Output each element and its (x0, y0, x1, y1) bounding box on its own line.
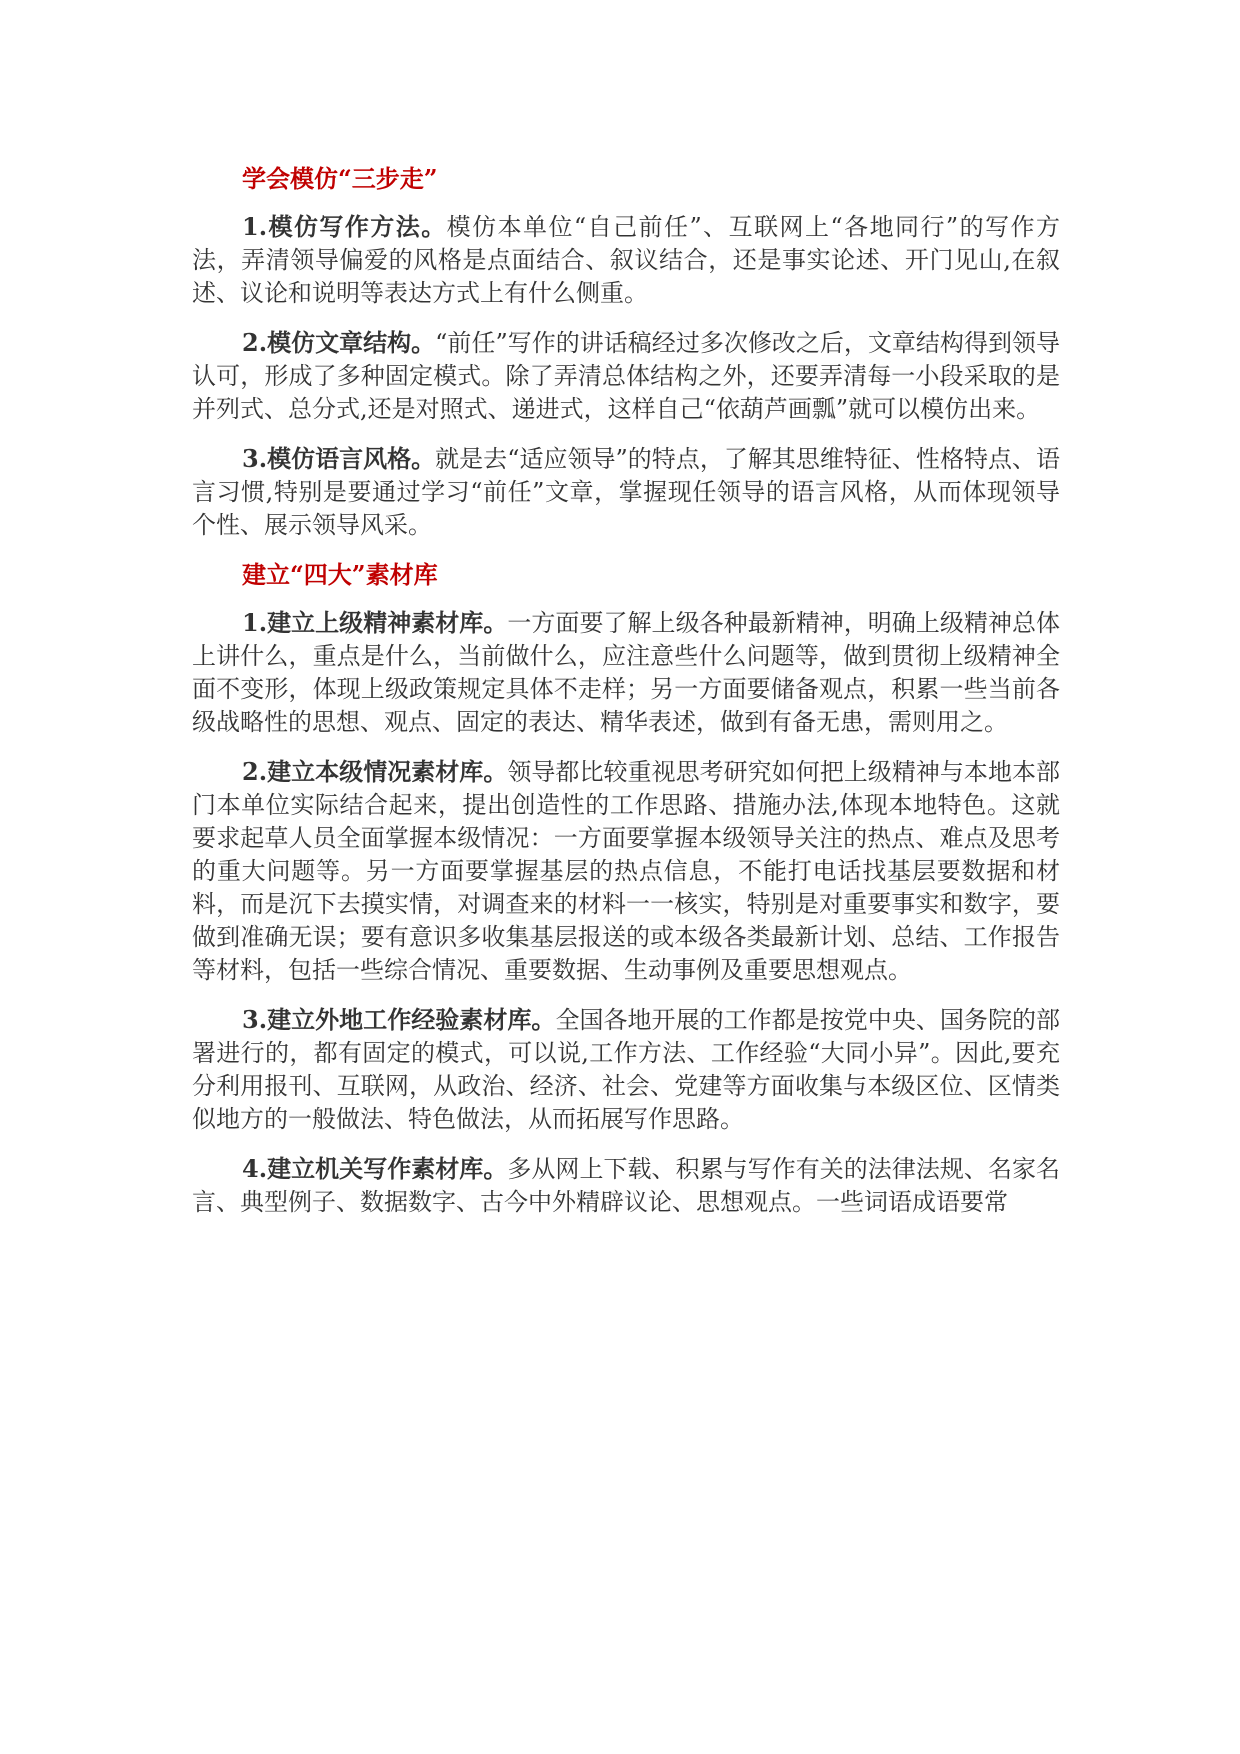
paragraph (192, 442, 1060, 542)
paragraph-lead: 3.模仿语言风格。 (242, 444, 436, 473)
paragraph-lead: 3.建立外地工作经验素材库。 (242, 1005, 556, 1034)
paragraph-text: 就是去“适应领导”的特点，了解其思维特征、性格特点、语言习惯,特别是要通过学习“前任”文章，掌握现任领导的语言风格，从而体现领导个性、展示领导风采。 (192, 445, 1060, 539)
document-page (192, 162, 1060, 1235)
section-heading: 建立“四大”素材库 (242, 560, 438, 589)
paragraph-text: 模仿本单位“自己前任”、互联网上“各地同行”的写作方法，弄清领导偏爱的风格是点面结合、叙议结合，还是事实论述、开门见山,在叙述、议论和说明等表达方式上有什么侧重。 (192, 213, 1061, 307)
paragraph-text: 一方面要了解上级各种最新精神，明确上级精神总体上讲什么，重点是什么，当前做什么，应注意些什么问题等，做到贯彻上级精神全面不变形，体现上级政策规定具体不走样；另一方面要储备观点，积累一些当前各级战略性的思想、观点、固定的表达、精华表述，做到有备无患，需则用之。 (192, 609, 1060, 736)
paragraph (192, 210, 1060, 310)
paragraph-lead: 1.模仿写作方法。 (242, 212, 447, 241)
paragraph-text: 全国各地开展的工作都是按党中央、国务院的部署进行的，都有固定的模式，可以说,工作方法、工作经验“大同小异”。因此,要充分利用报刊、互联网，从政治、经济、社会、党建等方面收集与本级区位、区情类似地方的一般做法、特色做法，从而拓展写作思路。 (192, 1006, 1061, 1133)
paragraph-text: 多从网上下载、积累与写作有关的法律法规、名家名言、典型例子、数据数字、古今中外精辟议论、思想观点。一些词语成语要常 (192, 1155, 1060, 1216)
paragraph (192, 1003, 1060, 1136)
paragraph (192, 326, 1060, 426)
paragraph-text: 领导都比较重视思考研究如何把上级精神与本地本部门本单位实际结合起来，提出创造性的工作思路、措施办法,体现本地特色。这就要求起草人员全面掌握本级情况：一方面要掌握本级领导关注的热点、难点及思考的重大问题等。另一方面要掌握基层的热点信息，不能打电话找基层要数据和材料，而是沉下去摸实情，对调查来的材料一一核实，特别是对重要事实和数字，要做到准确无误；要有意识多收集基层报送的或本级各类最新计划、总结、工作报告等材料，包括一些综合情况、重要数据、生动事例及重要思想观点。 (192, 758, 1060, 984)
paragraph (192, 1152, 1060, 1219)
paragraph-text: “前任”写作的讲话稿经过多次修改之后，文章结构得到领导认可，形成了多种固定模式。除了弄清总体结构之外，还要弄清每一小段采取的是并列式、总分式,还是对照式、递进式，这样自己“依葫芦画瓢”就可以模仿出来。 (192, 329, 1060, 423)
section-heading: 学会模仿“三步走” (242, 164, 438, 193)
paragraph-lead: 1.建立上级精神素材库。 (242, 608, 508, 637)
paragraph (192, 606, 1060, 739)
paragraph-lead: 4.建立机关写作素材库。 (242, 1154, 508, 1183)
paragraph (192, 755, 1060, 987)
paragraph-lead: 2.模仿文章结构。 (242, 328, 436, 357)
paragraph-lead: 2.建立本级情况素材库。 (242, 757, 508, 786)
